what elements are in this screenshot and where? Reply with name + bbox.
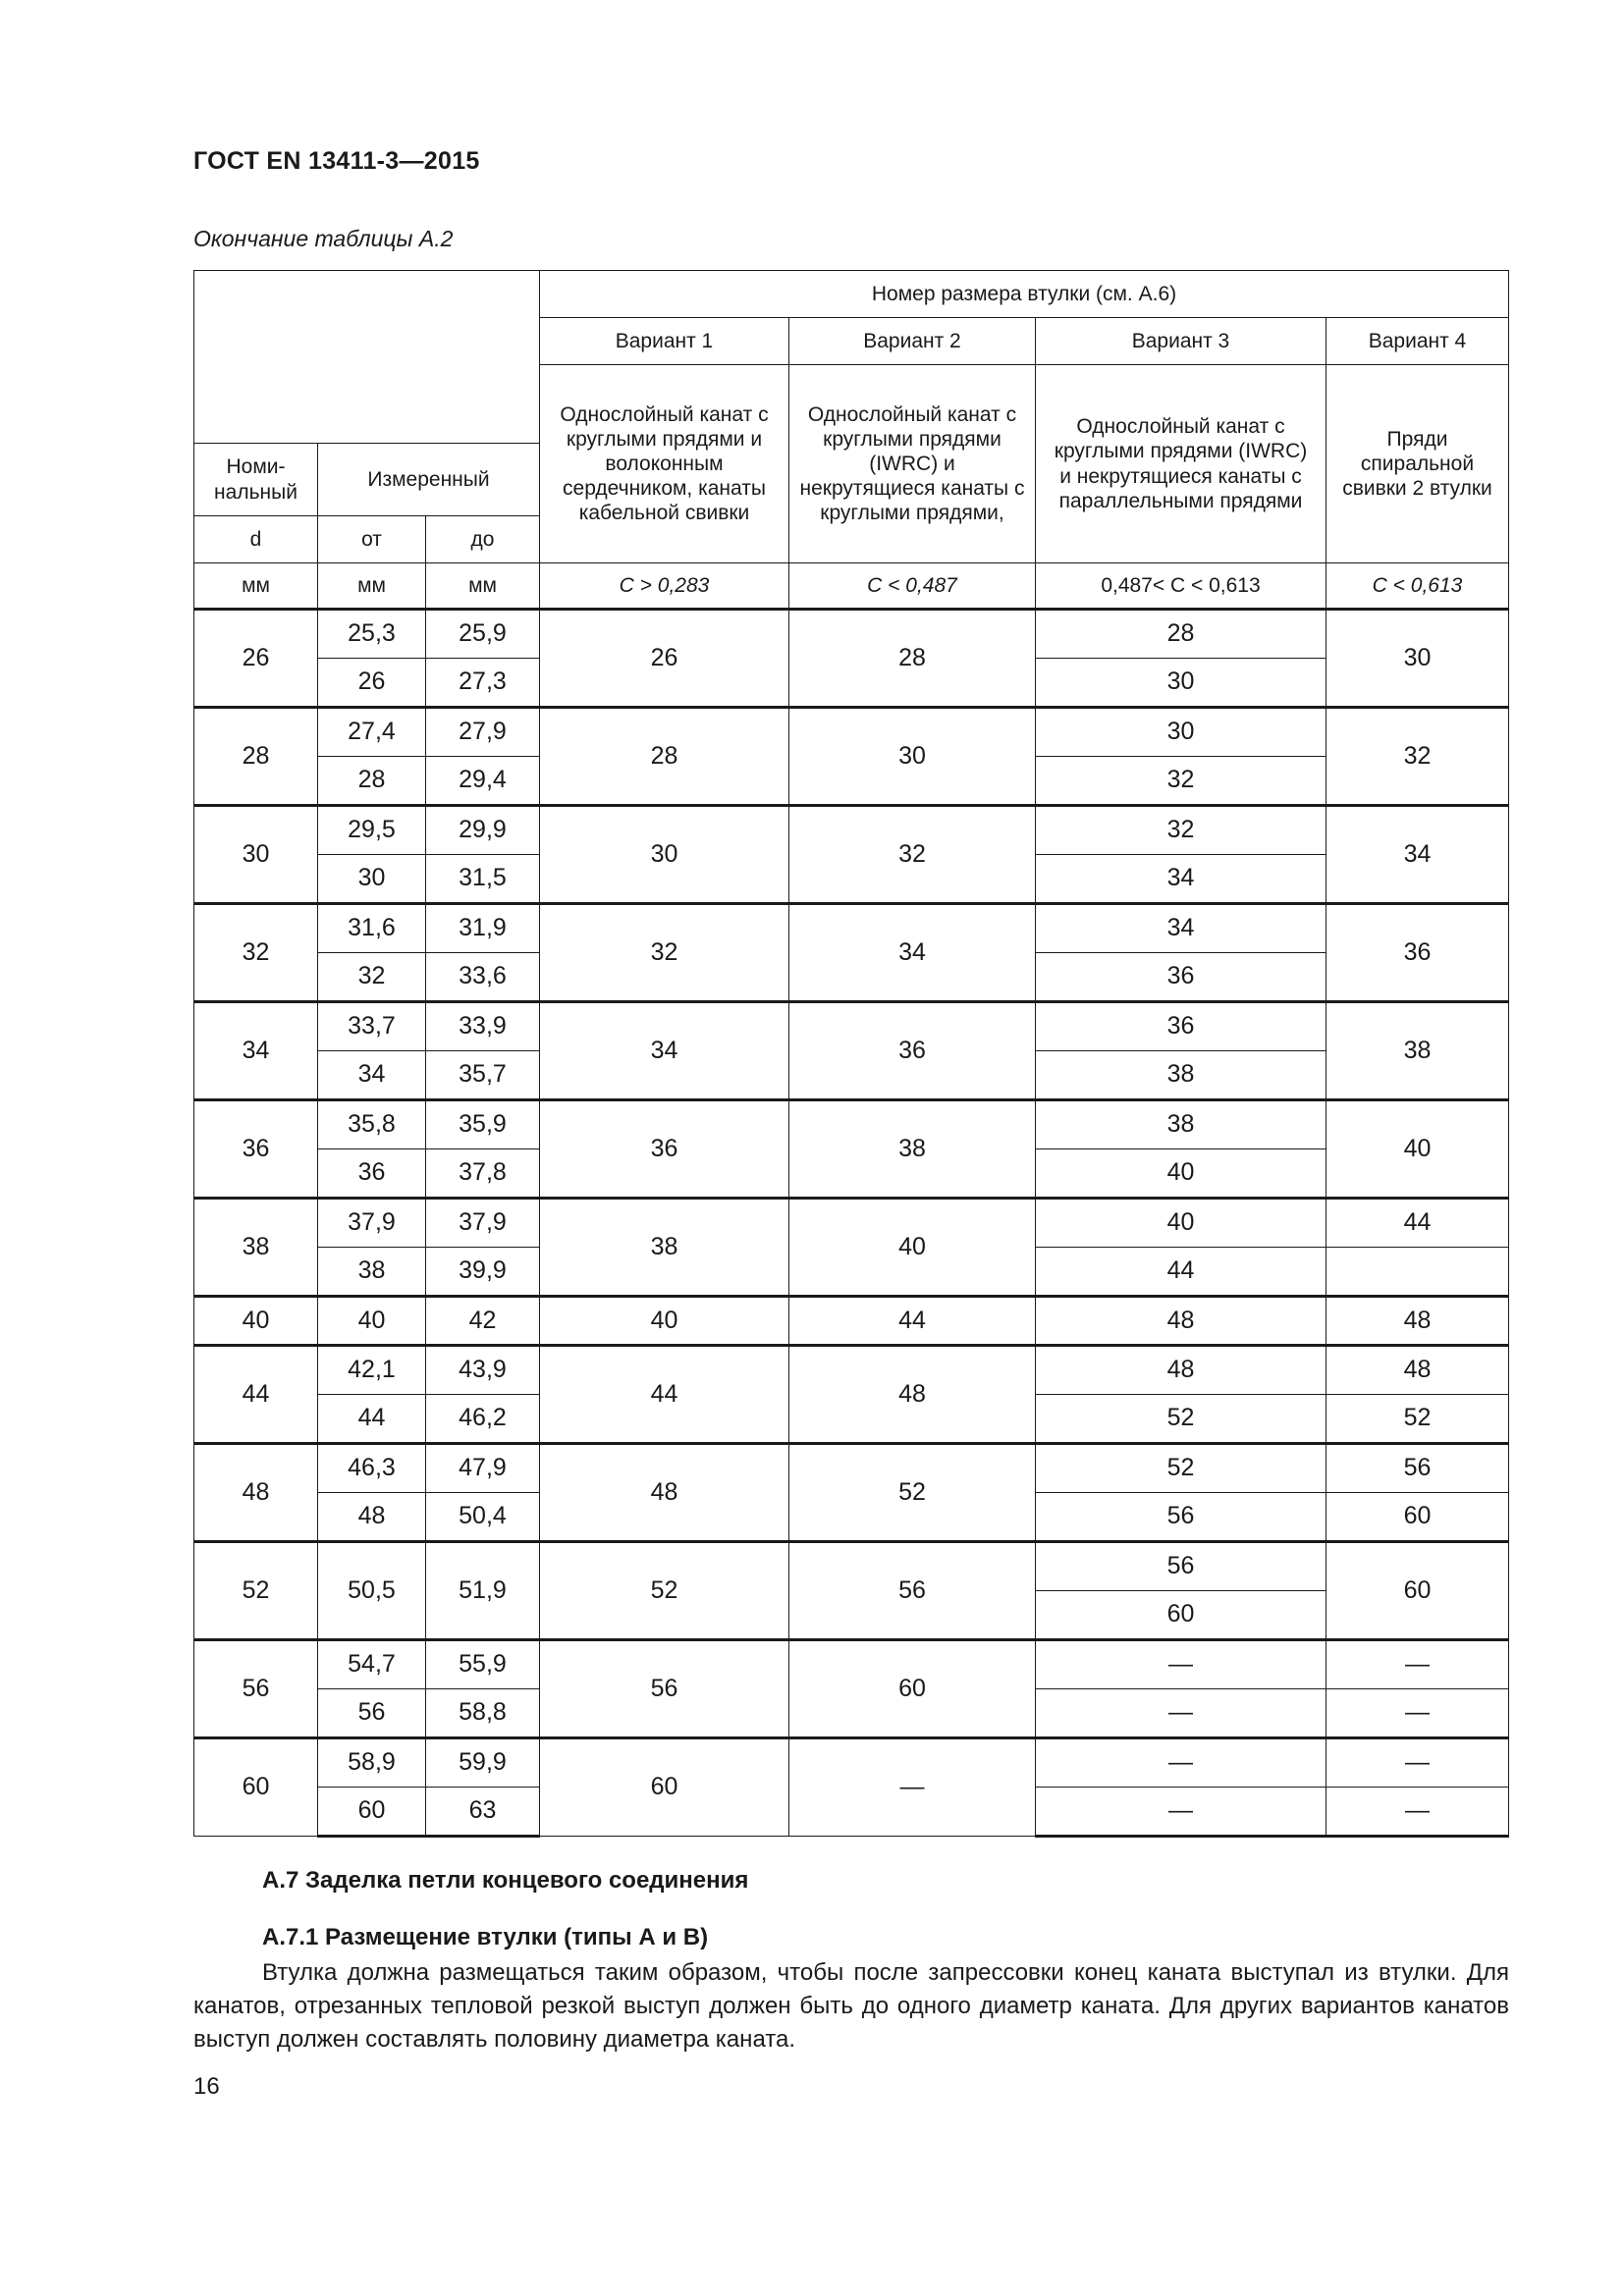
measured-from-cell: 26 xyxy=(318,659,426,708)
variant-3-cell: 38 xyxy=(1036,1051,1326,1100)
nominal-cell: 44 xyxy=(194,1346,318,1444)
measured-to-cell: 59,9 xyxy=(426,1738,540,1788)
nominal-cell: 40 xyxy=(194,1297,318,1346)
symbol-to: до xyxy=(426,516,540,563)
measured-to-cell: 35,7 xyxy=(426,1051,540,1100)
section-a7-heading: А.7 Заделка петли концевого соединения xyxy=(262,1867,749,1894)
condition-variant-1: C > 0,283 xyxy=(540,563,789,610)
table-row xyxy=(194,1002,1509,1051)
measured-from-cell: 35,8 xyxy=(318,1100,426,1149)
variant-3-cell: 56 xyxy=(1036,1542,1326,1591)
variant-1-cell: 44 xyxy=(540,1346,789,1444)
measured-from-cell: 50,5 xyxy=(318,1542,426,1640)
nominal-cell: 34 xyxy=(194,1002,318,1100)
variant-2-cell: 32 xyxy=(789,806,1036,904)
table-row xyxy=(194,610,1509,659)
nominal-cell: 56 xyxy=(194,1640,318,1738)
variant-2-cell: 48 xyxy=(789,1346,1036,1444)
variant-3-cell: — xyxy=(1036,1689,1326,1738)
variant-3-cell: 52 xyxy=(1036,1444,1326,1493)
nominal-cell: 26 xyxy=(194,610,318,708)
table-row xyxy=(194,1444,1509,1493)
measured-from-cell: 28 xyxy=(318,757,426,806)
condition-variant-4: C < 0,613 xyxy=(1326,563,1509,610)
variant-4-cell: — xyxy=(1326,1738,1509,1788)
measured-to-cell: 27,9 xyxy=(426,708,540,757)
variant-4-cell: 38 xyxy=(1326,1002,1509,1100)
variant-1-header: Вариант 1 xyxy=(540,318,789,365)
table-row xyxy=(194,1542,1509,1591)
variant-2-cell: 56 xyxy=(789,1542,1036,1640)
variant-2-cell: 52 xyxy=(789,1444,1036,1542)
variant-4-description: Пряди спиральной свивки 2 втулки xyxy=(1326,365,1509,563)
variant-4-cell: 34 xyxy=(1326,806,1509,904)
variant-1-cell: 48 xyxy=(540,1444,789,1542)
section-a71-heading: А.7.1 Размещение втулки (типы А и В) xyxy=(262,1924,709,1950)
variant-4-cell: — xyxy=(1326,1689,1509,1738)
variant-3-cell: 48 xyxy=(1036,1346,1326,1395)
variant-3-cell: 30 xyxy=(1036,659,1326,708)
page-number: 16 xyxy=(193,2073,220,2100)
measured-from-cell: 32 xyxy=(318,953,426,1002)
measured-to-cell: 42 xyxy=(426,1297,540,1346)
variant-3-description: Однослойный канат с круглыми прядями (IWRC) и некрутящиеся канаты с параллельными прядями xyxy=(1036,365,1326,563)
unit-to: мм xyxy=(426,563,540,610)
variant-4-cell: 44 xyxy=(1326,1199,1509,1248)
measured-to-cell: 27,3 xyxy=(426,659,540,708)
measured-from-cell: 37,9 xyxy=(318,1199,426,1248)
variant-1-cell: 56 xyxy=(540,1640,789,1738)
variant-3-cell: — xyxy=(1036,1640,1326,1689)
measured-from-cell: 40 xyxy=(318,1297,426,1346)
measured-from-cell: 44 xyxy=(318,1395,426,1444)
table-row xyxy=(194,1199,1509,1248)
variant-3-cell: 60 xyxy=(1036,1591,1326,1640)
measured-to-cell: 51,9 xyxy=(426,1542,540,1640)
group-header: Номер размера втулки (см. А.6) xyxy=(540,271,1509,318)
document-header: ГОСТ EN 13411-3—2015 xyxy=(193,147,480,175)
variant-1-cell: 52 xyxy=(540,1542,789,1640)
variant-3-cell: — xyxy=(1036,1788,1326,1837)
variant-4-cell: 36 xyxy=(1326,904,1509,1002)
nominal-cell: 28 xyxy=(194,708,318,806)
variant-3-cell: 34 xyxy=(1036,904,1326,953)
nominal-cell: 38 xyxy=(194,1199,318,1297)
blank-header-cell xyxy=(194,271,540,444)
measured-from-cell: 42,1 xyxy=(318,1346,426,1395)
measured-from-cell: 31,6 xyxy=(318,904,426,953)
nominal-cell: 60 xyxy=(194,1738,318,1837)
variant-4-cell: — xyxy=(1326,1640,1509,1689)
table-row xyxy=(194,1100,1509,1149)
table-row xyxy=(194,1738,1509,1788)
measured-to-cell: 63 xyxy=(426,1788,540,1837)
table-row xyxy=(194,1297,1509,1346)
variant-3-cell: 48 xyxy=(1036,1297,1326,1346)
measured-to-cell: 31,9 xyxy=(426,904,540,953)
variant-3-cell: — xyxy=(1036,1738,1326,1788)
variant-2-description: Однослойный канат с круглыми прядями (IWRC) и некрутящиеся канаты с круглыми прядями, xyxy=(789,365,1036,563)
measured-to-cell: 29,4 xyxy=(426,757,540,806)
measured-to-cell: 35,9 xyxy=(426,1100,540,1149)
variant-3-cell: 36 xyxy=(1036,953,1326,1002)
measured-from-cell: 48 xyxy=(318,1493,426,1542)
variant-4-cell: 30 xyxy=(1326,610,1509,708)
table-row xyxy=(194,806,1509,855)
data-table xyxy=(193,270,1509,1838)
measured-from-cell: 54,7 xyxy=(318,1640,426,1689)
variant-2-cell: 30 xyxy=(789,708,1036,806)
variant-2-cell: 38 xyxy=(789,1100,1036,1199)
variant-1-cell: 38 xyxy=(540,1199,789,1297)
variant-3-cell: 56 xyxy=(1036,1493,1326,1542)
variant-1-cell: 40 xyxy=(540,1297,789,1346)
variant-1-cell: 28 xyxy=(540,708,789,806)
condition-variant-3: 0,487< C < 0,613 xyxy=(1036,563,1326,610)
variant-1-cell: 60 xyxy=(540,1738,789,1837)
measured-from-cell: 29,5 xyxy=(318,806,426,855)
measured-to-cell: 43,9 xyxy=(426,1346,540,1395)
measured-to-cell: 58,8 xyxy=(426,1689,540,1738)
measured-to-cell: 46,2 xyxy=(426,1395,540,1444)
measured-to-cell: 50,4 xyxy=(426,1493,540,1542)
unit-from: мм xyxy=(318,563,426,610)
body-paragraph xyxy=(193,1956,1509,2056)
measured-from-cell: 60 xyxy=(318,1788,426,1837)
variant-3-cell: 28 xyxy=(1036,610,1326,659)
measured-to-cell: 55,9 xyxy=(426,1640,540,1689)
variant-1-cell: 34 xyxy=(540,1002,789,1100)
variant-4-cell: 40 xyxy=(1326,1100,1509,1199)
table-row xyxy=(194,904,1509,953)
variant-4-cell: — xyxy=(1326,1788,1509,1837)
measured-from-cell: 34 xyxy=(318,1051,426,1100)
symbol-from: от xyxy=(318,516,426,563)
variant-2-header: Вариант 2 xyxy=(789,318,1036,365)
variant-2-cell: 36 xyxy=(789,1002,1036,1100)
variant-4-cell: 32 xyxy=(1326,708,1509,806)
variant-3-cell: 40 xyxy=(1036,1199,1326,1248)
variant-3-cell: 32 xyxy=(1036,757,1326,806)
variant-4-cell: 60 xyxy=(1326,1493,1509,1542)
variant-1-cell: 26 xyxy=(540,610,789,708)
unit-nominal: мм xyxy=(194,563,318,610)
variant-4-cell: 56 xyxy=(1326,1444,1509,1493)
variant-4-cell: 60 xyxy=(1326,1542,1509,1640)
variant-4-cell: 48 xyxy=(1326,1297,1509,1346)
measured-to-cell: 37,8 xyxy=(426,1149,540,1199)
body-paragraph-text: Втулка должна размещаться таким образом, чтобы после запрессовки конец каната выступал из втулки. Для канатов, отрезанных тепловой резкой выступ должен быть до одного диаметр каната. Для других вариантов канатов выступ должен составлять половину диаметра каната. xyxy=(193,1959,1509,2053)
variant-2-cell: 28 xyxy=(789,610,1036,708)
variant-3-cell: 44 xyxy=(1036,1248,1326,1297)
variant-2-cell: 60 xyxy=(789,1640,1036,1738)
measured-from-cell: 36 xyxy=(318,1149,426,1199)
measured-to-cell: 39,9 xyxy=(426,1248,540,1297)
measured-to-cell: 47,9 xyxy=(426,1444,540,1493)
table-row xyxy=(194,1346,1509,1395)
variant-1-cell: 30 xyxy=(540,806,789,904)
variant-2-cell: — xyxy=(789,1738,1036,1837)
measured-to-cell: 31,5 xyxy=(426,855,540,904)
table-row xyxy=(194,1640,1509,1689)
condition-variant-2: C < 0,487 xyxy=(789,563,1036,610)
measured-to-cell: 33,9 xyxy=(426,1002,540,1051)
measured-to-cell: 37,9 xyxy=(426,1199,540,1248)
table-row xyxy=(194,708,1509,757)
variant-4-cell: 48 xyxy=(1326,1346,1509,1395)
table-caption: Окончание таблицы А.2 xyxy=(193,226,454,251)
measured-from-cell: 38 xyxy=(318,1248,426,1297)
variant-1-description: Однослойный канат с круглыми прядями и волоконным сердечником, канаты кабельной свивки xyxy=(540,365,789,563)
measured-from-cell: 33,7 xyxy=(318,1002,426,1051)
variant-3-cell: 52 xyxy=(1036,1395,1326,1444)
measured-label: Измеренный xyxy=(318,444,540,516)
measured-from-cell: 27,4 xyxy=(318,708,426,757)
nominal-cell: 48 xyxy=(194,1444,318,1542)
nominal-cell: 32 xyxy=(194,904,318,1002)
measured-from-cell: 56 xyxy=(318,1689,426,1738)
nominal-cell: 52 xyxy=(194,1542,318,1640)
variant-3-cell: 36 xyxy=(1036,1002,1326,1051)
measured-to-cell: 33,6 xyxy=(426,953,540,1002)
measured-from-cell: 58,9 xyxy=(318,1738,426,1788)
nominal-cell: 36 xyxy=(194,1100,318,1199)
nominal-label: Номи-нальный xyxy=(194,444,318,516)
symbol-d: d xyxy=(194,516,318,563)
measured-from-cell: 25,3 xyxy=(318,610,426,659)
variant-3-cell: 38 xyxy=(1036,1100,1326,1149)
nominal-cell: 30 xyxy=(194,806,318,904)
measured-from-cell: 30 xyxy=(318,855,426,904)
variant-2-cell: 40 xyxy=(789,1199,1036,1297)
variant-3-cell: 34 xyxy=(1036,855,1326,904)
variant-4-header: Вариант 4 xyxy=(1326,318,1509,365)
variant-4-cell: 52 xyxy=(1326,1395,1509,1444)
variant-4-cell xyxy=(1326,1248,1509,1297)
variant-3-cell: 40 xyxy=(1036,1149,1326,1199)
variant-3-cell: 32 xyxy=(1036,806,1326,855)
variant-3-header: Вариант 3 xyxy=(1036,318,1326,365)
variant-2-cell: 44 xyxy=(789,1297,1036,1346)
variant-1-cell: 36 xyxy=(540,1100,789,1199)
variant-1-cell: 32 xyxy=(540,904,789,1002)
variant-2-cell: 34 xyxy=(789,904,1036,1002)
measured-from-cell: 46,3 xyxy=(318,1444,426,1493)
measured-to-cell: 29,9 xyxy=(426,806,540,855)
variant-3-cell: 30 xyxy=(1036,708,1326,757)
measured-to-cell: 25,9 xyxy=(426,610,540,659)
